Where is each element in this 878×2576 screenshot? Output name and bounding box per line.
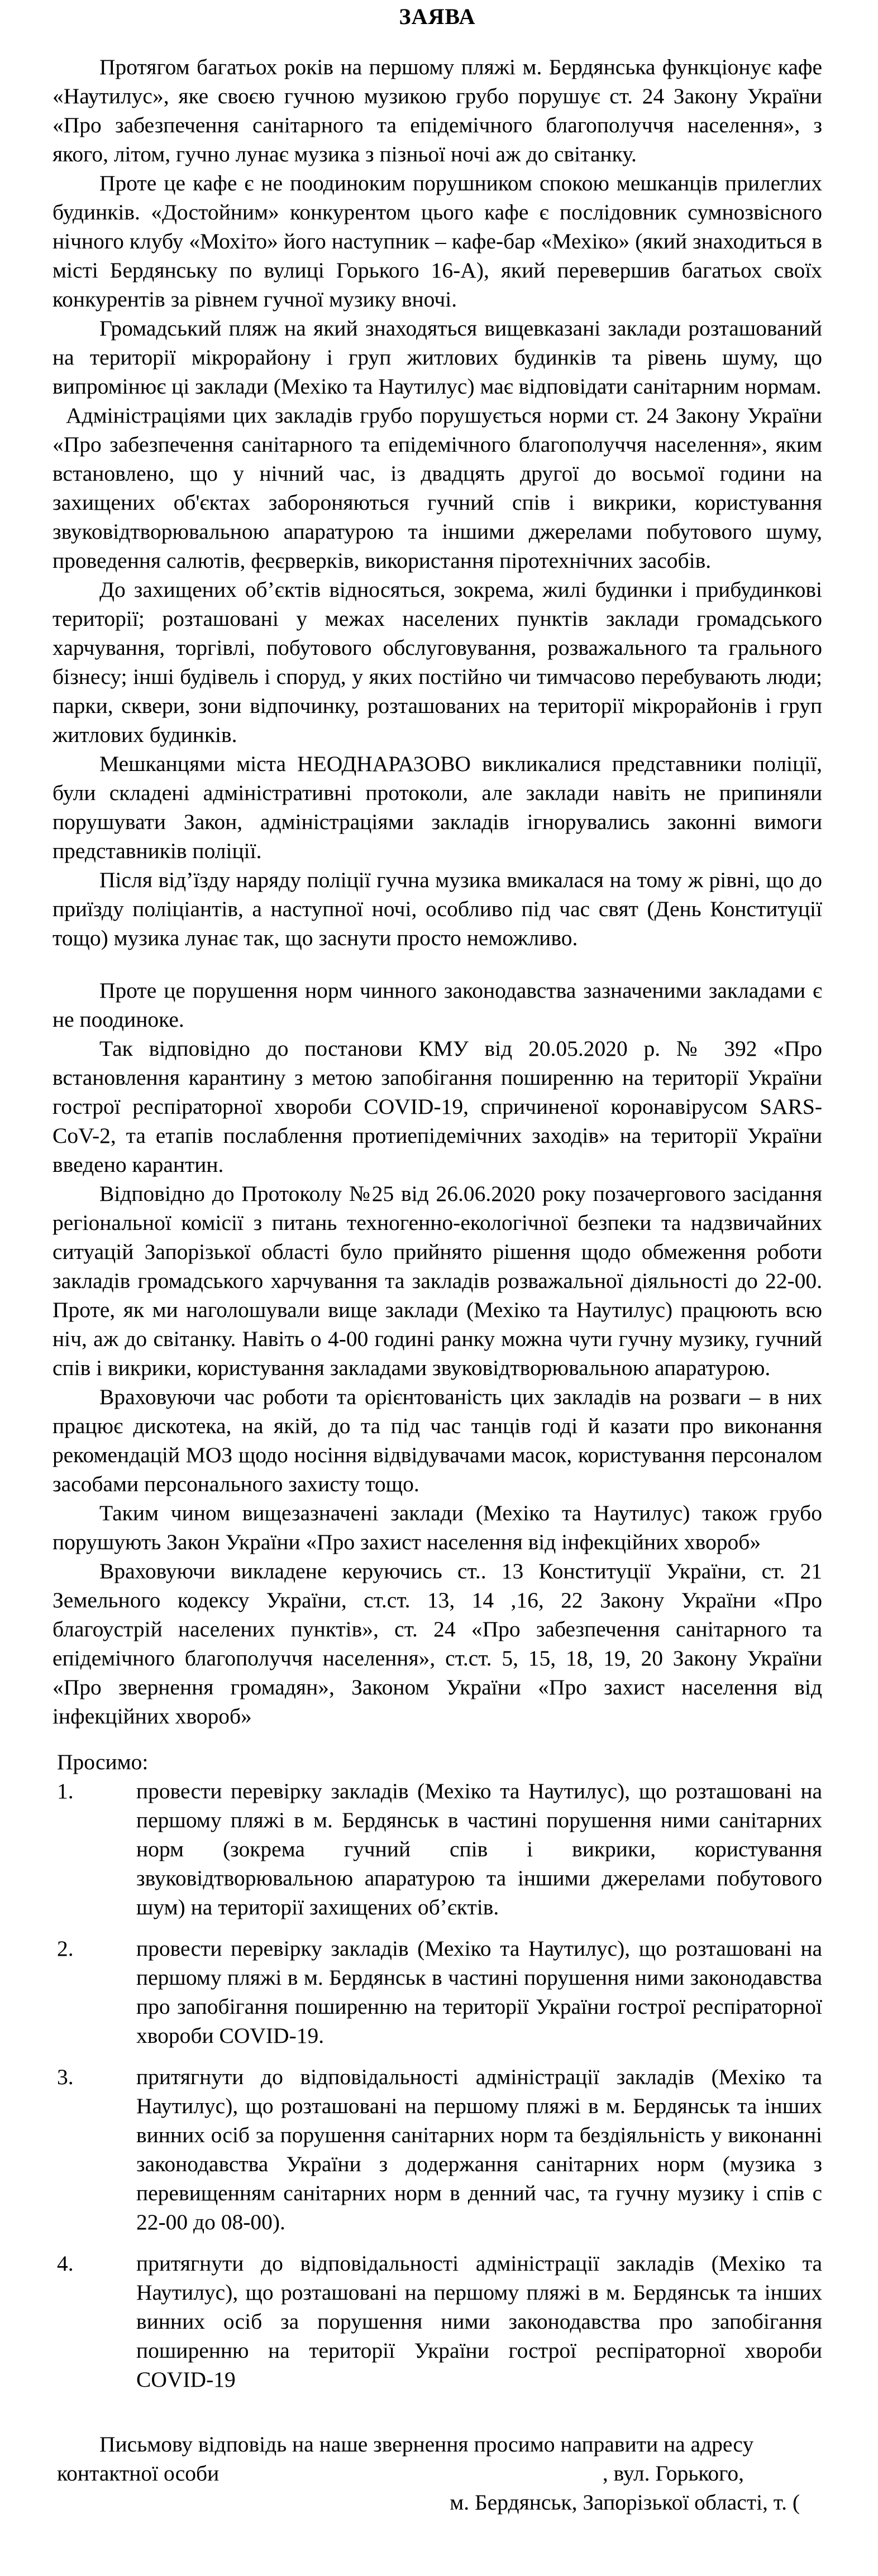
section-gap [53, 1731, 822, 1747]
request-item-text: притягнути до відповідальності адміністрації закладів (Мехіко та Наутилус), що розташовані на першому пляжі в м. Бердянськ та інших винних осіб за порушення ними законодавства про запобігання поширенню на території України гострої респіраторної хвороби COVID-19 [136, 2251, 822, 2392]
request-item-text: провести перевірку закладів (Мехіко та Наутилус), що розташовані на першому пляжі в м. Бердянськ в частині порушення ними законодавства про запобігання поширенню на території України гострої респіраторної хвороби COVID-19. [136, 1936, 822, 2048]
request-item-text: притягнути до відповідальності адміністрації закладів (Мехіко та Наутилус), що розташовані на першому пляжі в м. Бердянськ та інших винних осіб за порушення санітарних норм та бездіяльність у виконанні законодавства України з додержання санітарних норм (музика з перевищенням санітарних норм в денний час, та гучну музику і спів с 22-00 до 08-00). [136, 2065, 822, 2234]
paragraph-9: Так відповідно до постанови КМУ від 20.05.2020 р. № 392 «Про встановлення карантину з метою запобігання поширенню на території України гострої респіраторної хвороби COVID-19, спричиненої коронавірусом SARS-CoV-2, та етапів послаблення протиепідемічних заходів» на території України введено карантин. [53, 1036, 822, 1177]
paragraph-7: Після від’їзду наряду поліції гучна музика вмикалася на тому ж рівні, що до приїзду поліціантів, а наступної ночі, особливо під час свят (День Конституції тощо) музика лунає так, що заснути просто неможливо. [53, 868, 822, 950]
request-item [53, 1777, 822, 1922]
paragraph-8: Проте це порушення норм чинного законодавства зазначеними закладами є не поодиноке. [53, 978, 822, 1032]
request-item-number: 2. [57, 1936, 74, 1961]
document-title: ЗАЯВА [399, 4, 476, 29]
paragraph-4: Адміністраціями цих закладів грубо порушується норми ст. 24 Закону України «Про забезпечення санітарного та епідемічного благополуччя населення», яким встановлено, що у нічний час, із двадцять другої до восьмої години на захищених об'єктах забороняються гучний спів і викрики, користування звуковідтворювальною апаратурою та іншими джерелами побутового шуму, проведення салютів, феєрверків, використання піротехнічних засобів. [53, 403, 822, 573]
street-text: , вул. Горького, [602, 2461, 744, 2486]
paragraph-2: Проте це кафе є не поодиноким порушником спокою мешканців прилеглих будинків. «Достойним» конкурентом цього кафе є послідовник сумнозвісного нічного клубу «Мохіто» його наступник – кафе-бар «Мехіко» (який знаходиться в місті Бердянську по вулиці Горького 16-А), який перевершив багатьох своїх конкурентів за рівнем гучної музику вночі. [53, 171, 822, 312]
request-item-text: провести перевірку закладів (Мехіко та Наутилус), що розташовані на першому пляжі в м. Бердянськ в частині порушення ними санітарних норм (зокрема гучний спів і викрики, користування звуковідтворювальною апаратурою та іншими джерелами побутового шум) на території захищених об’єктів. [136, 1779, 822, 1919]
paragraph-13: Враховуючи викладене керуючись ст.. 13 Конституції України, ст. 21 Земельного кодексу України, ст.ст. 13, 14 ,16, 22 Закону України «Про благоустрій населених пунктів», ст. 24 «Про забезпечення санітарного та епідемічного благополуччя населення», ст.ст. 5, 15, 18, 19, 20 Закону України «Про звернення громадян», Законом України «Про захист населення від інфекційних хвороб» [53, 1559, 822, 1728]
request-list [53, 1777, 822, 2394]
paragraph-5: До захищених об’єктів відносяться, зокрема, жилі будинки і прибудинкові території; розташовані у межах населених пунктів заклади громадського харчування, торгівлі, побутового обслуговування, розважального та грального бізнесу; інші будівель і споруд, у яких постійно чи тимчасово перебувають люди; парки, сквери, зони відпочинку, розташованих на території мікрорайонів і груп житлових будинків. [53, 577, 822, 747]
section-gap [53, 2406, 822, 2430]
paragraph-3: Громадський пляж на який знаходяться вищевказані заклади розташований на території мікрорайону і груп житлових будинків та рівень шуму, що випромінює ці заклади (Мехіко та Наутилус) має відповідати санітарним нормам. [53, 316, 822, 399]
request-intro: Просимо: [57, 1750, 149, 1774]
request-item [53, 2249, 822, 2394]
request-item-number: 1. [57, 1779, 74, 1803]
contact-label: контактної особи [57, 2461, 220, 2486]
request-item [53, 2062, 822, 2237]
paragraph-1: Протягом багатьох років на першому пляжі м. Бердянська функціонує кафе «Наутилус», яке своєю гучною музикою грубо порушує ст. 24 Закону України «Про забезпечення санітарного та епідемічного благополуччя населення», з якого, літом, гучно лунає музика з пізньої ночі аж до світанку. [53, 55, 822, 166]
paragraph-10: Відповідно до Протоколу №25 від 26.06.2020 року позачергового засідання регіональної комісії з питань техногенно-екологічної безпеки та надзвичайних ситуацій Запорізької області було прийнято рішення щодо обмеження роботи закладів громадського харчування та закладів розважальної діяльності до 22-00. Проте, як ми наголошували вище заклади (Мехіко та Наутилус) працюють всю ніч, аж до світанку. Навіть о 4-00 годині ранку можна чути гучну музику, гучний спів і викрики, користування закладами звуковідтворювальною апаратурою. [53, 1181, 822, 1380]
paragraph-6: Мешканцями міста НЕОДНАРАЗОВО викликалися представники поліції, були складені адміністративні протоколи, але заклади навіть не припиняли порушувати Закон, адміністраціями закладів ігнорувались законні вимоги представників поліції. [53, 751, 822, 863]
paragraph-12: Таким чином вищезазначені заклади (Мехіко та Наутилус) також грубо порушують Закон України «Про захист населення від інфекційних хвороб» [53, 1501, 822, 1554]
section-gap [53, 952, 822, 976]
request-item-number: 4. [57, 2251, 74, 2276]
request-item [53, 1934, 822, 2050]
city-line: м. Бердянськ, Запорізької області, т. ( [450, 2490, 800, 2515]
reply-request-text: Письмову відповідь на наше звернення просимо направити на адресу [99, 2432, 754, 2457]
request-item-number: 3. [57, 2065, 74, 2089]
contact-line [53, 2459, 822, 2488]
paragraph-11: Враховуючи час роботи та орієнтованість цих закладів на розваги – в них працює дискотека, на якій, до та під час танців годі й казати про виконання рекомендацій МОЗ щодо носіння відвідувачами масок, користування персоналом засобами персонального захисту тощо. [53, 1385, 822, 1496]
